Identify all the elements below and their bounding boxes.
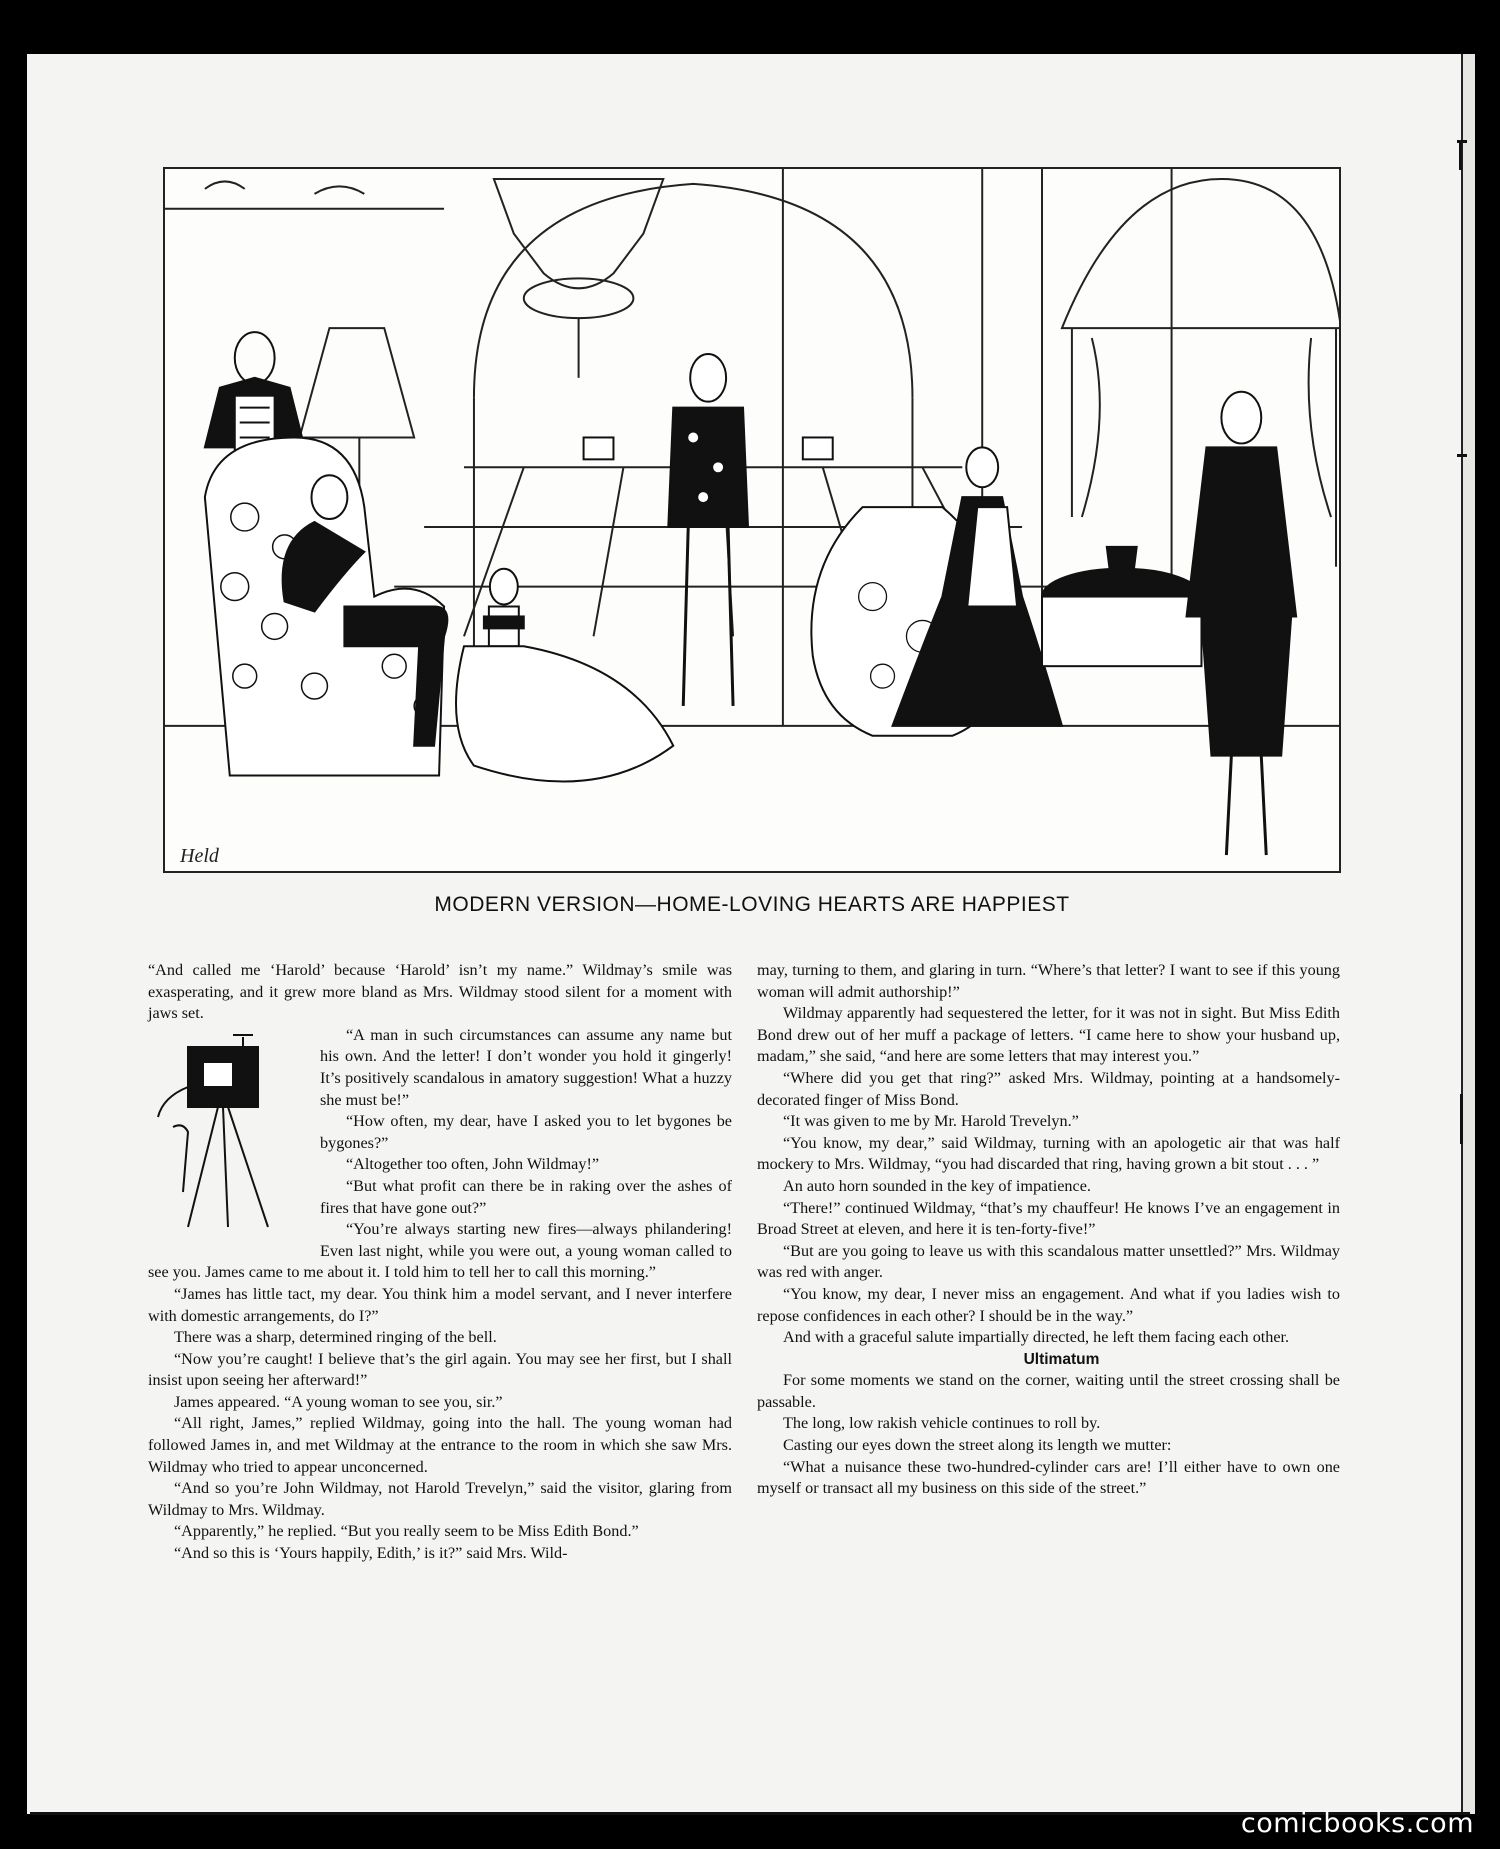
- site-watermark: comicbooks.com: [1240, 1808, 1474, 1839]
- paragraph: The long, low rakish vehicle continues to roll by.: [783, 1414, 1101, 1433]
- paragraph: There was a sharp, determined ringing of the bell.: [174, 1328, 497, 1347]
- illustration-caption: MODERN VERSION—HOME-LOVING HEARTS ARE HAPPIEST: [434, 893, 1070, 916]
- paragraph: “You know, my dear, I never miss an engagement. And what if you ladies wish to repose confidences in each other? I should be in the way.”: [757, 1284, 1340, 1325]
- paragraph: “What a nuisance these two-hundred-cylinder cars are! I’ll either have to own one myself or transact all my business on this side of the street.”: [757, 1457, 1340, 1498]
- paragraph: “All right, James,” replied Wildmay, going into the hall. The young woman had followed James in, and met Wildmay at the entrance to the room in which she saw Mrs. Wildmay who tried to appear unconcerned.: [148, 1414, 732, 1476]
- paragraph: “And so you’re John Wildmay, not Harold Trevelyn,” said the visitor, glaring from Wildmay to Mrs. Wildmay.: [148, 1479, 732, 1519]
- paragraph: Casting our eyes down the street along its length we mutter:: [783, 1436, 1172, 1455]
- paragraph: may, turning to them, and glaring in turn. “Where’s that letter? I want to see if this young woman will admit authorship!”: [757, 961, 1340, 1001]
- paragraph: “A man in such circumstances can assume any name but his own. And the letter! I don’t wonder you hold it gingerly! It’s positively scandalous in amatory suggestion! What a huzzy she must be!”: [320, 1025, 732, 1109]
- section-heading: Ultimatum: [1023, 1350, 1100, 1368]
- camera-vignette: [148, 1027, 306, 1237]
- paragraph: “But are you going to leave us with this scandalous matter unsettled?” Mrs. Wildmay was red with anger.: [757, 1241, 1340, 1282]
- drawing-room-scene: [165, 169, 1339, 871]
- paragraph: “And so this is ‘Yours happily, Edith,’ is it?” said Mrs. Wild-: [174, 1544, 568, 1563]
- paragraph: “How often, my dear, have I asked you to let bygones be bygones?”: [320, 1112, 732, 1152]
- paragraph: Wildmay apparently had sequestered the letter, for it was not in sight. But Miss Edith Bond drew out of her muff a package of letters. “I came here to show your husband up, madam,” she said, “and here are some letters that may interest you.”: [757, 1004, 1340, 1066]
- paragraph: “It was given to me by Mr. Harold Trevelyn.”: [783, 1112, 1079, 1131]
- paragraph: “You’re always starting new fires—always philandering! Even last night, while you were out, a young woman called to see you. James came to me about it. I told him to tell her to call this morning.”: [148, 1220, 732, 1282]
- paragraph: “Where did you get that ring?” asked Mrs. Wildmay, pointing at a handsomely-decorated finger of Miss Bond.: [757, 1068, 1340, 1109]
- paragraph: “There!” continued Wildmay, “that’s my chauffeur! He knows I’ve an engagement in Broad Street at eleven, and here it is ten-forty-five!”: [757, 1198, 1340, 1239]
- paragraph: James appeared. “A young woman to see you, sir.”: [174, 1392, 503, 1411]
- text-column-right: [757, 960, 1340, 1500]
- cartoon-illustration: [163, 167, 1341, 873]
- paragraph: “Apparently,” he replied. “But you really seem to be Miss Edith Bond.”: [174, 1522, 639, 1541]
- paragraph: An auto horn sounded in the key of impatience.: [783, 1176, 1091, 1195]
- paragraph: “James has little tact, my dear. You think him a model servant, and I never interfere with domestic arrangements, do I?”: [148, 1284, 732, 1325]
- camera-icon: [148, 1027, 306, 1237]
- artist-signature: Held: [180, 845, 219, 867]
- paragraph: “Altogether too often, John Wildmay!”: [346, 1155, 600, 1174]
- paragraph: For some moments we stand on the corner, waiting until the street crossing shall be passable.: [757, 1371, 1340, 1411]
- paragraph: And with a graceful salute impartially directed, he left them facing each other.: [783, 1328, 1290, 1347]
- page-edge: [1461, 54, 1475, 1814]
- paragraph: “You know, my dear,” said Wildmay, turning with an apologetic air that was half mockery to Mrs. Wildmay, “you had discarded that ring, having grown a bit stout . . . ”: [757, 1133, 1340, 1174]
- paragraph: “But what profit can there be in raking over the ashes of fires that have gone out?”: [320, 1176, 732, 1217]
- paragraph: “Now you’re caught! I believe that’s the girl again. You may see her first, but I shall insist upon seeing her afterward!”: [148, 1349, 732, 1390]
- text-column-left: [148, 960, 732, 1565]
- paragraph: “And called me ‘Harold’ because ‘Harold’ isn’t my name.” Wildmay’s smile was exasperating, and it grew more bland as Mrs. Wildmay stood silent for a moment with jaws set.: [148, 961, 732, 1023]
